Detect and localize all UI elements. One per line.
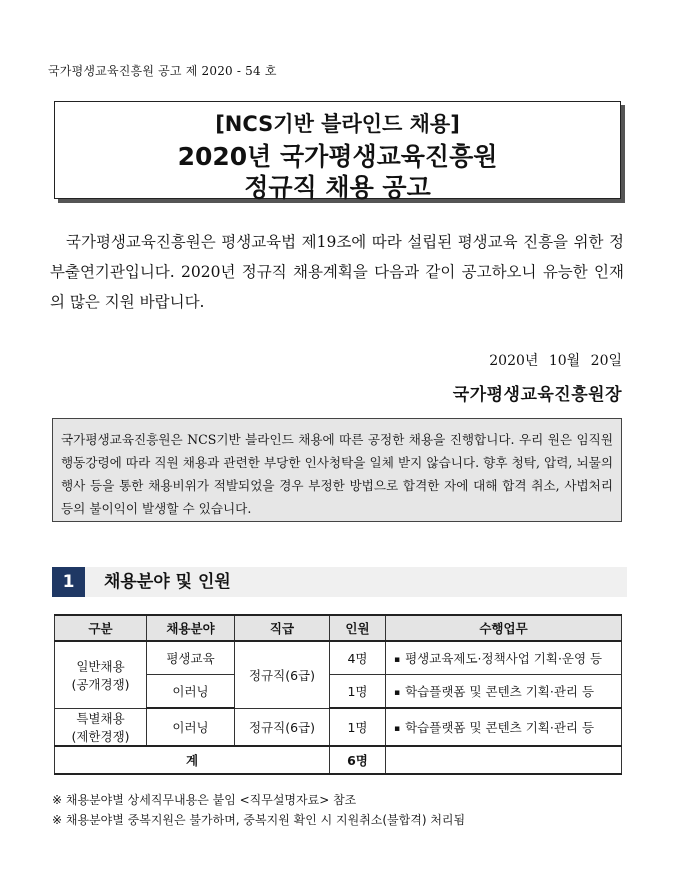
note-2: ※ 채용분야별 중복지원은 불가하며, 중복지원 확인 시 지원취소(불합격) 처리됨 (52, 813, 466, 827)
notice-date: 2020년 10월 20일 (489, 353, 622, 369)
title-box (54, 101, 621, 202)
header-task: 수행업무 (386, 615, 622, 641)
notice-number: 국가평생교육진흥원 공고 제 2020 - 54 호 (48, 64, 277, 78)
field-cell: 평생교육 (147, 641, 235, 675)
group-general (55, 641, 147, 708)
total-count: 6명 (330, 746, 386, 774)
task-cell (386, 708, 622, 746)
title-line-3: 정규직 채용 공고 (244, 173, 431, 202)
field-cell: 이러닝 (147, 708, 235, 746)
total-label: 계 (55, 746, 330, 774)
intro-paragraph: 국가평생교육진흥원은 평생교육법 제19조에 따라 설립된 평생교육 진흥을 위한 정부출연기관입니다. 2020년 정규직 채용계획을 다음과 같이 공고하오니 유능한 인재의 많은 지원 바랍니다. (50, 233, 624, 311)
group-label: 특별채용 (76, 710, 125, 726)
total-row (55, 746, 622, 774)
table-header-row (55, 615, 622, 641)
title-line-1: [NCS기반 블라인드 채용] (215, 112, 460, 136)
blind-recruitment-notice: 국가평생교육진흥원은 NCS기반 블라인드 채용에 따른 공정한 채용을 진행합니다. 우리 원은 임직원 행동강령에 따라 직원 채용과 관련한 부당한 인사청탁을 일체 받지 않습니다. 향후 청탁, 압력, 뇌물의 행사 등을 통한 채용비위가 적발되었을 경우 부정한 방법으로 합격한 자에 대해 합격 취소, 사법처리 등의 불이익이 발생할 수 있습니다. (52, 418, 622, 522)
table-row (55, 708, 622, 746)
bullet-icon: ▪ (394, 723, 401, 734)
count-cell: 1명 (330, 708, 386, 746)
task-text: 평생교육제도·정책사업 기획·운영 등 (405, 651, 603, 666)
task-cell (386, 675, 622, 709)
header-category: 구분 (55, 615, 147, 641)
section-title: 채용분야 및 인원 (104, 572, 231, 592)
task-text: 학습플랫폼 및 콘텐츠 기획·관리 등 (405, 719, 595, 735)
title-line-2: 2020년 국가평생교육진흥원 (177, 142, 498, 171)
section-number: 1 (52, 567, 85, 597)
grade-cell: 정규직(6급) (235, 641, 330, 708)
field-cell: 이러닝 (147, 675, 235, 709)
count-cell: 1명 (330, 675, 386, 709)
group-sublabel: (공개경쟁) (71, 676, 130, 692)
total-empty (386, 746, 622, 774)
header-field: 채용분야 (147, 615, 235, 641)
group-special (55, 708, 147, 746)
count-cell: 4명 (330, 641, 386, 675)
header-grade: 직급 (235, 615, 330, 641)
group-sublabel: (제한경쟁) (71, 728, 130, 744)
signer: 국가평생교육진흥원장 (452, 385, 622, 405)
task-cell (386, 641, 622, 675)
note-1: ※ 채용분야별 상세직무내용은 붙임 <직무설명자료> 참조 (52, 793, 357, 807)
task-text: 학습플랫폼 및 콘텐츠 기획·관리 등 (405, 684, 595, 699)
table-row (55, 641, 622, 675)
section-header (52, 567, 627, 597)
group-label: 일반채용 (76, 658, 125, 674)
recruitment-table (54, 614, 622, 775)
bullet-icon: ▪ (394, 655, 401, 665)
header-count: 인원 (330, 615, 386, 641)
bullet-icon: ▪ (394, 688, 401, 698)
grade-cell: 정규직(6급) (235, 708, 330, 746)
